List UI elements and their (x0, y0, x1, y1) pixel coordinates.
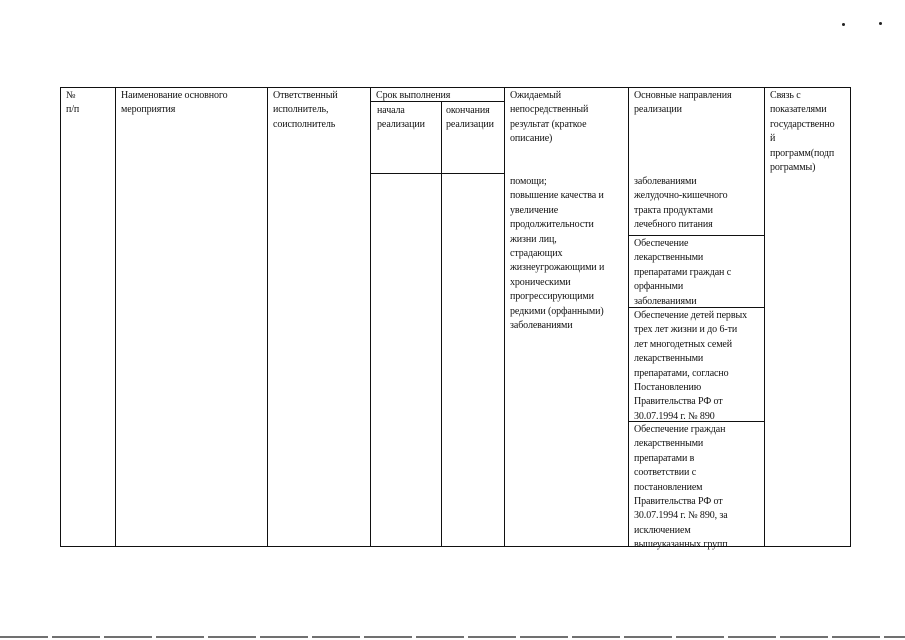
header-indicator-link: Связь с показателями государственно й программ(подп рограммы) (770, 90, 835, 174)
header-end: окончания реализации (446, 105, 494, 131)
row-divider (370, 173, 505, 174)
column-divider (115, 88, 116, 546)
column-divider (370, 88, 371, 546)
column-divider (267, 88, 268, 546)
header-expected-result: Ожидаемый непосредственный результат (краткое описание) (510, 90, 589, 145)
program-table (60, 87, 851, 551)
expected-result-text: помощи; повышение качества и увеличение продолжительности жизни лиц, страдающих жизнеугрожающими и хроническими прогрессирующими редкими (орфанными) заболеваниями (510, 176, 605, 332)
column-divider (441, 102, 442, 546)
direction-item: заболеваниями желудочно-кишечного тракта продуктами лечебного питания (634, 176, 728, 231)
header-responsible: Ответственный исполнитель, соисполнитель (273, 90, 338, 130)
header-start: начала реализации (377, 105, 425, 131)
header-number: № п/п (66, 90, 80, 116)
header-activity-name: Наименование основного мероприятия (121, 90, 228, 116)
header-directions: Основные направления реализации (634, 90, 732, 116)
row-divider (628, 235, 765, 236)
scan-speck (842, 23, 845, 26)
direction-item: Обеспечение детей первых трех лет жизни и до 6-ти лет многодетных семей лекарственными препаратами, согласно Постановлению Правительства РФ от 30.07.1994 г. № 890 (634, 310, 747, 422)
direction-item: Обеспечение лекарственными препаратами граждан с орфанными заболеваниями (634, 238, 732, 307)
header-term: Срок выполнения (376, 90, 451, 101)
scan-speck (879, 22, 882, 25)
column-divider (628, 88, 629, 546)
direction-item: Обеспечение граждан лекарственными препаратами в соответствии с постановлением Правительства РФ от 30.07.1994 г. № 890, за исключением вышеуказанных групп (634, 424, 728, 551)
page-bottom-edge (0, 636, 905, 638)
column-divider (764, 88, 765, 546)
column-divider (504, 88, 505, 546)
